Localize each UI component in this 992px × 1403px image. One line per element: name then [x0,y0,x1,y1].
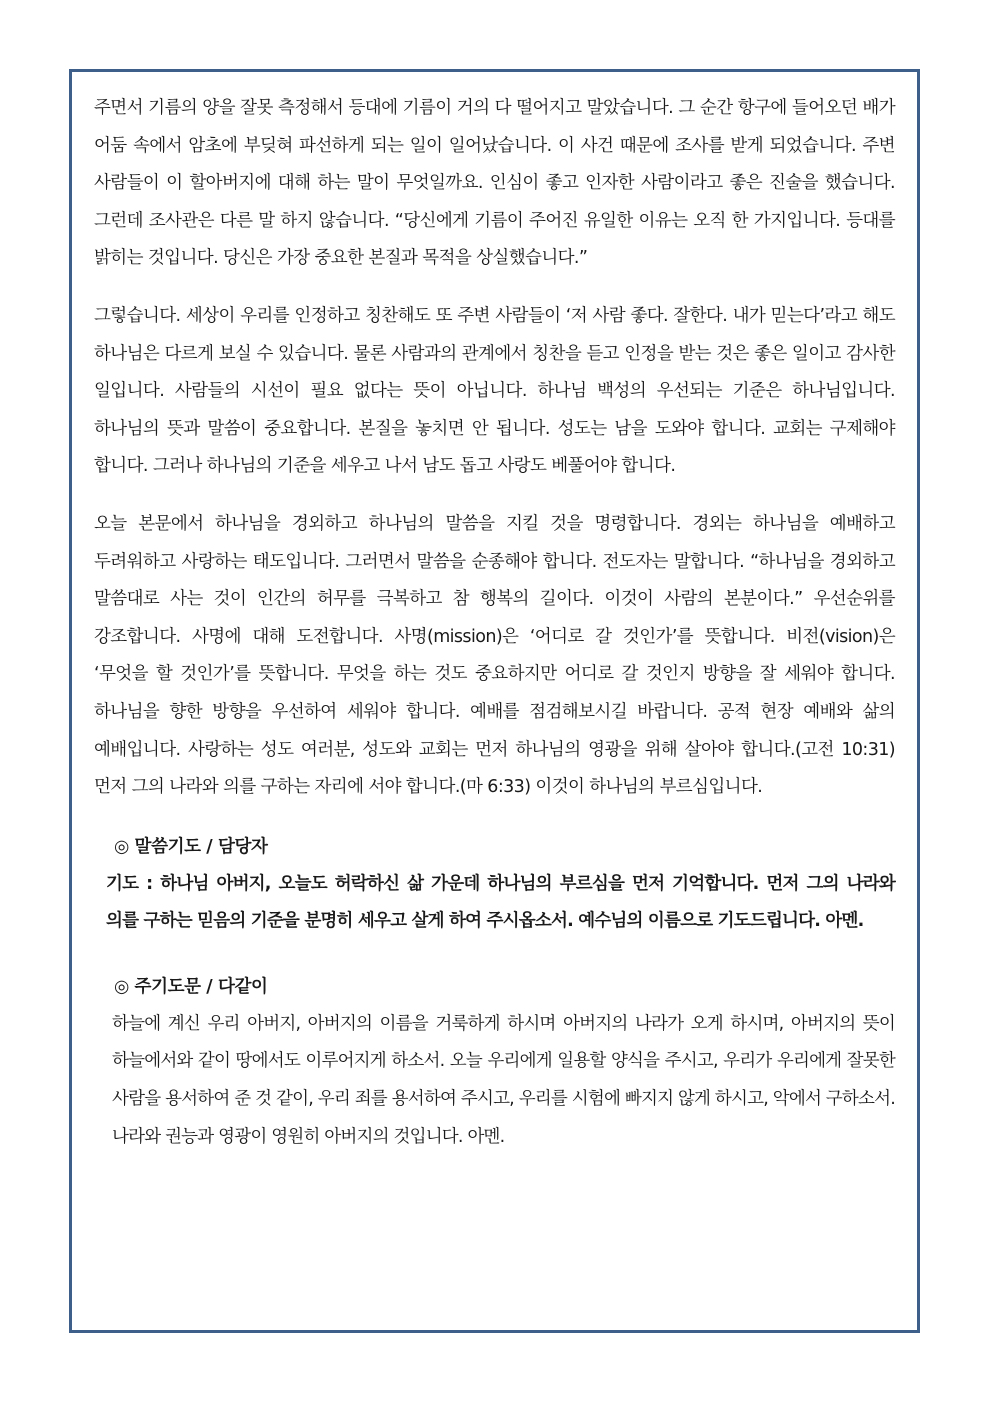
prayer-label: 기도 : [106,873,161,894]
lords-prayer-section [94,969,895,1156]
word-prayer-section [94,829,895,941]
lords-prayer-body: 하늘에 계신 우리 아버지, 아버지의 이름을 거룩하게 하시며 아버지의 나라가 오게 하시며, 아버지의 뜻이 하늘에서와 같이 땅에서도 이루어지게 하소서. 오늘 우리에게 일용할 양식을 주시고, 우리가 우리에게 잘못한 사람을 용서하여 준 것 같이, 우리 죄를 용서하여 주시고, 우리를 시험에 빠지지 않게 하시고, 악에서 구하소서. 나라와 권능과 영광이 영원히 아버지의 것입니다. 아멘. [112,1013,896,1147]
page-frame [69,69,920,1333]
body-paragraph-1: 주면서 기름의 양을 잘못 측정해서 등대에 기름이 거의 다 떨어지고 말았습니다. 그 순간 항구에 들어오던 배가 어둠 속에서 암초에 부딪혀 파선하게 되는 일이 일어났습니다. 이 사건 때문에 조사를 받게 되었습니다. 주변 사람들이 이 할아버지에 대해 하는 말이 무엇일까요. 인심이 좋고 인자한 사람이라고 좋은 진술을 했습니다. 그런데 조사관은 다른 말 하지 않습니다. “당신에게 기름이 주어진 유일한 이유는 오직 한 가지입니다. 등대를 밝히는 것입니다. 당신은 가장 중요한 본질과 목적을 상실했습니다.” [94,98,895,269]
body-paragraph-3: 오늘 본문에서 하나님을 경외하고 하나님의 말씀을 지킬 것을 명령합니다. 경외는 하나님을 예배하고 두려워하고 사랑하는 태도입니다. 그러면서 말씀을 순종해야 합니다. 전도자는 말합니다. “하나님을 경외하고 말씀대로 사는 것이 인간의 허무를 극복하고 참 행복의 길이다. 이것이 사람의 본분이다.” 우선순위를 강조합니다. 사명에 대해 도전합니다. 사명(mission)은 ‘어디로 갈 것인가’를 뜻합니다. 비전(vision)은 ‘무엇을 할 것인가’를 뜻합니다. 무엇을 하는 것도 중요하지만 어디로 갈 것인지 방향을 잘 세워야 합니다. 하나님을 향한 방향을 우선하여 세워야 합니다. 예배를 점검해보시길 바랍니다. 공적 현장 예배와 삶의 예배입니다. 사랑하는 성도 여러분, 성도와 교회는 먼저 하나님의 영광을 위해 살아야 합니다.(고전 10:31) 먼저 그의 나라와 의를 구하는 자리에 서야 합니다.(마 6:33) 이것이 하나님의 부르심입니다. [94,513,895,798]
paragraph-spacer [94,278,895,298]
paragraph-spacer [94,486,895,506]
body-paragraph-2: 그렇습니다. 세상이 우리를 인정하고 칭찬해도 또 주변 사람들이 ‘저 사람 좋다. 잘한다. 내가 믿는다’라고 해도 하나님은 다르게 보실 수 있습니다. 물론 사람과의 관계에서 칭찬을 듣고 인정을 받는 것은 좋은 일이고 감사한 일입니다. 사람들의 시선이 필요 없다는 뜻이 아닙니다. 하나님 백성의 우선되는 기준은 하나님입니다. 하나님의 뜻과 말씀이 중요합니다. 본질을 놓치면 안 됩니다. 성도는 남을 도와야 합니다. 교회는 구제해야 합니다. 그러나 하나님의 기준을 세우고 나서 남도 돕고 사랑도 베풀어야 합니다. [94,305,895,477]
word-prayer-heading: ◎ 말씀기도 / 담당자 [114,836,268,857]
prayer-text: 하나님 아버지, 오늘도 허락하신 삶 가운데 하나님의 부르심을 먼저 기억합니다. 먼저 그의 나라와 의를 구하는 믿음의 기준을 분명히 세우고 살게 하여 주시옵소서. 예수님의 이름으로 기도드립니다. 아멘. [106,873,895,932]
word-prayer-body [94,866,895,941]
lords-prayer-heading: ◎ 주기도문 / 다같이 [114,976,268,997]
